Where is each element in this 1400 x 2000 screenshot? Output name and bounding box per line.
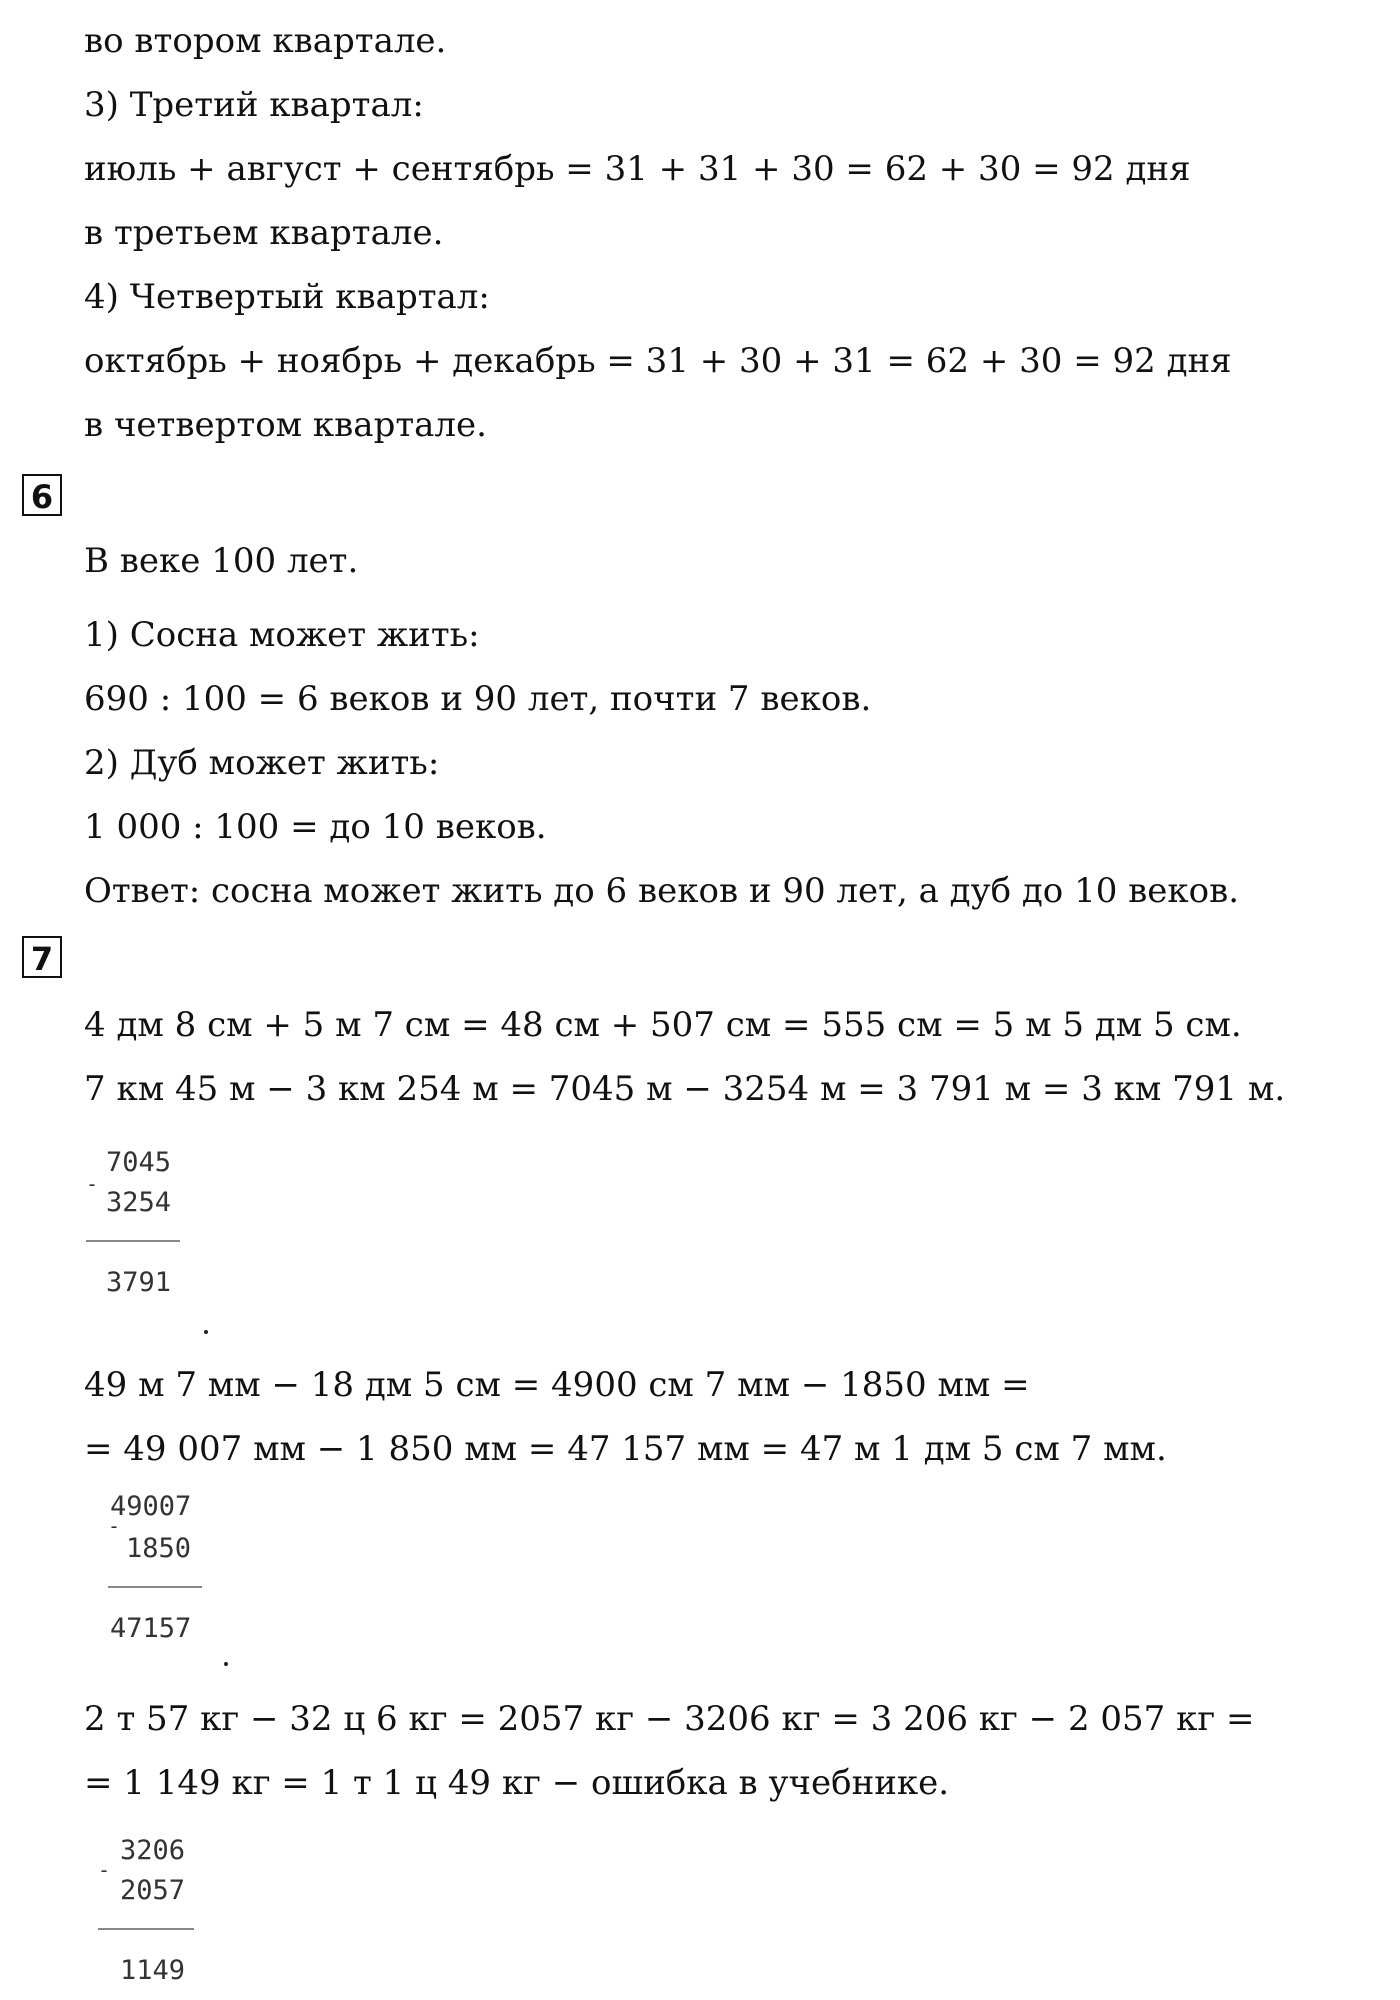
- text-line: 1 000 : 100 = до 10 веков.: [84, 807, 547, 847]
- answer-line: Ответ: сосна может жить до 6 веков и 90 лет, а дуб до 10 веков.: [84, 871, 1240, 911]
- calc-minuend: 3206: [120, 1835, 186, 1866]
- minus-sign: -: [98, 1858, 111, 1882]
- task-number-6: 6: [22, 474, 62, 516]
- dot: [224, 1662, 228, 1666]
- text-line: октябрь + ноябрь + декабрь = 31 + 30 + 31 = 62 + 30 = 92 дня: [84, 341, 1232, 381]
- text-line: 4 дм 8 см + 5 м 7 см = 48 см + 507 см = 555 см = 5 м 5 дм 5 см.: [84, 1005, 1242, 1045]
- text-line: 2) Дуб может жить:: [84, 743, 440, 783]
- calc-result: 47157: [110, 1613, 192, 1644]
- minus-sign: -: [86, 1172, 99, 1196]
- text-line: 49 м 7 мм − 18 дм 5 см = 4900 см 7 мм − 1850 мм =: [84, 1365, 1030, 1405]
- text-line: в третьем квартале.: [84, 213, 444, 253]
- task-number-7: 7: [22, 936, 62, 978]
- calc-line: [86, 1240, 180, 1242]
- calc-subtrahend: 1850: [126, 1533, 192, 1564]
- text-line: = 49 007 мм − 1 850 мм = 47 157 мм = 47 м 1 дм 5 см 7 мм.: [84, 1429, 1167, 1469]
- text-line: 4) Четвертый квартал:: [84, 277, 490, 317]
- text-line: 2 т 57 кг − 32 ц 6 кг = 2057 кг − 3206 кг = 3 206 кг − 2 057 кг =: [84, 1699, 1255, 1739]
- calc-result: 1149: [120, 1955, 186, 1986]
- calc-minuend: 7045: [106, 1147, 172, 1178]
- dot: [204, 1330, 208, 1334]
- text-line: 690 : 100 = 6 веков и 90 лет, почти 7 веков.: [84, 679, 872, 719]
- text-line: = 1 149 кг = 1 т 1 ц 49 кг − ошибка в учебнике.: [84, 1763, 950, 1803]
- text-line: 7 км 45 м − 3 км 254 м = 7045 м − 3254 м = 3 791 м = 3 км 791 м.: [84, 1069, 1286, 1109]
- calc-subtrahend: 3254: [106, 1187, 172, 1218]
- text-line: июль + август + сентябрь = 31 + 31 + 30 = 62 + 30 = 92 дня: [84, 149, 1191, 189]
- calc-line: [98, 1928, 194, 1930]
- calc-minuend: 49007: [110, 1491, 192, 1522]
- minus-sign: -: [108, 1514, 121, 1538]
- text-line: во втором квартале.: [84, 21, 447, 61]
- text-line: 1) Сосна может жить:: [84, 615, 480, 655]
- calc-line: [108, 1586, 202, 1588]
- text-line: В веке 100 лет.: [84, 541, 359, 581]
- calc-result: 3791: [106, 1267, 172, 1298]
- text-line: 3) Третий квартал:: [84, 85, 424, 125]
- text-line: в четвертом квартале.: [84, 405, 487, 445]
- calc-subtrahend: 2057: [120, 1875, 186, 1906]
